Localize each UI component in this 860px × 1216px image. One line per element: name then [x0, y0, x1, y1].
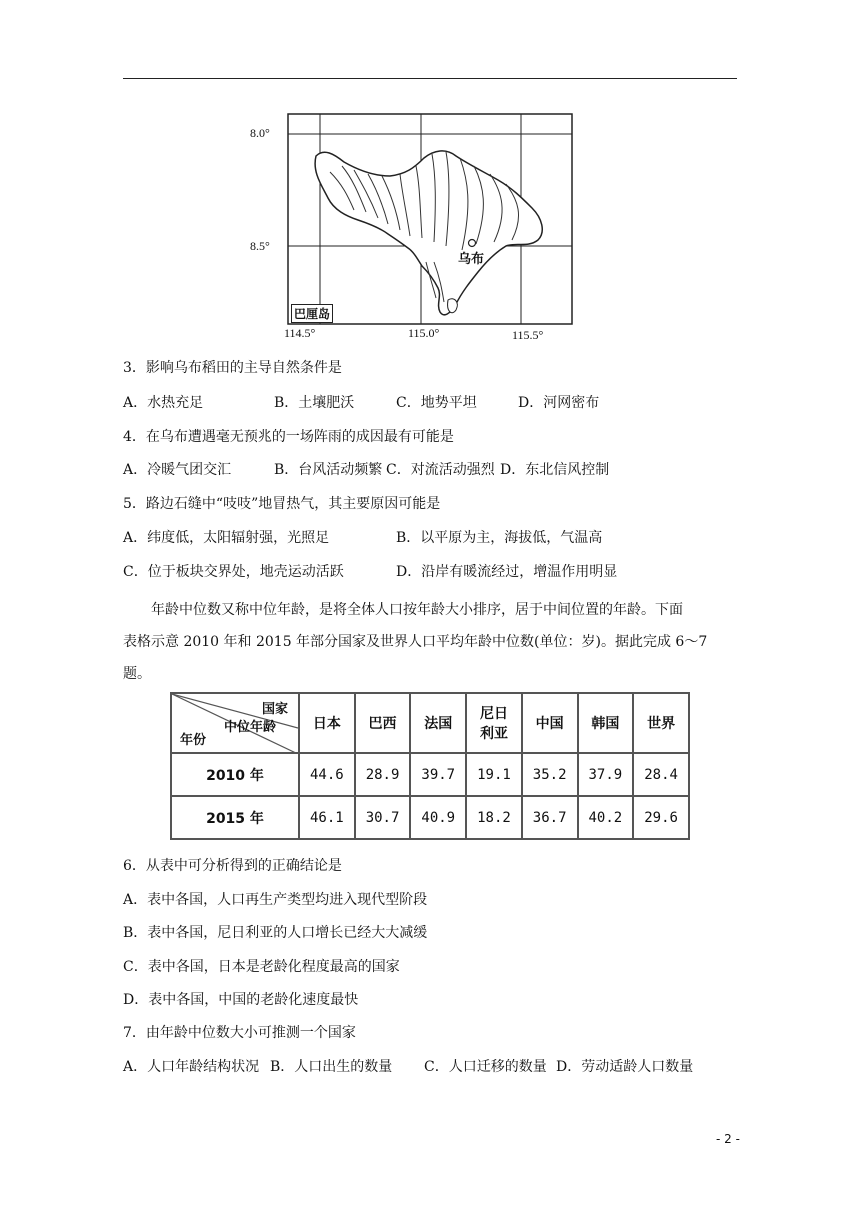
table-cell: 36.7: [522, 796, 578, 839]
q5-option-a: A．纬度低，太阳辐射强，光照足: [123, 530, 330, 546]
table-cell: 18.2: [466, 796, 522, 839]
table-cell: 37.9: [578, 753, 634, 796]
question-3: [123, 358, 342, 378]
q4-option-b: B．台风活动频繁: [274, 462, 383, 478]
q6-option-d: D．表中各国，中国的老龄化速度最快: [123, 992, 359, 1008]
passage-line: 年龄中位数又称中位年龄，是将全体人口按年龄大小排序，居于中间位置的年龄。下面: [151, 602, 683, 618]
q6-option-c: C．表中各国，日本是老龄化程度最高的国家: [123, 959, 400, 975]
lon-label-114-5: 114.5°: [284, 326, 316, 340]
table-cell: 28.4: [633, 753, 689, 796]
q5-option-b: B．以平原为主，海拔低，气温高: [396, 530, 603, 546]
lat-label-8-0: 8.0°: [250, 126, 270, 140]
island-label: 巴厘岛: [291, 304, 333, 323]
row-header: 2015 年: [171, 796, 299, 839]
column-header-line: 利亚: [479, 726, 508, 742]
table-cell: 39.7: [410, 753, 466, 796]
question-number: 5．: [123, 496, 146, 512]
page-number: - 2 -: [716, 1132, 740, 1146]
q7-option-a: A．人口年龄结构状况: [123, 1059, 260, 1075]
passage-line: 题。: [123, 666, 151, 682]
column-header: 中国: [522, 693, 578, 753]
corner-label-country: 国家: [261, 702, 288, 717]
q7-option-b: B．人口出生的数量: [270, 1059, 393, 1075]
q6-option-a: A．表中各国，人口再生产类型均进入现代型阶段: [123, 892, 428, 908]
question-6: 6．从表中可分析得到的正确结论是: [123, 858, 342, 874]
table-cell: 35.2: [522, 753, 578, 796]
column-header: 世界: [633, 693, 689, 753]
question-number: 3．: [123, 360, 146, 376]
q5-option-c: C．位于板块交界处，地壳运动活跃: [123, 564, 344, 580]
table-cell: 19.1: [466, 753, 522, 796]
corner-label-median: 中位年龄: [223, 720, 276, 735]
table-cell: 40.9: [410, 796, 466, 839]
table-cell: 40.2: [578, 796, 634, 839]
q7-option-d: D．劳动适龄人口数量: [556, 1059, 694, 1075]
passage-line: 表格示意 2010 年和 2015 年部分国家及世界人口平均年龄中位数(单位：岁)。据此完成 6～7: [123, 634, 708, 650]
q3-option-a: A．水热充足: [123, 395, 204, 411]
question-4: [123, 427, 454, 447]
table-cell: 46.1: [299, 796, 355, 839]
question-5: [123, 494, 440, 514]
column-header: 巴西: [355, 693, 411, 753]
q4-option-a: A．冷暖气团交汇: [123, 462, 232, 478]
question-text: 路边石缝中“吱吱”地冒热气，其主要原因可能是: [145, 496, 441, 512]
lat-label-8-5: 8.5°: [250, 239, 270, 253]
table-row: [171, 796, 689, 839]
question-7: 7．由年龄中位数大小可推测一个国家: [123, 1025, 356, 1041]
q7-option-c: C．人口迁移的数量: [424, 1059, 547, 1075]
column-header-line: 尼日: [479, 706, 508, 722]
q6-option-b: B．表中各国，尼日利亚的人口增长已经大大减缓: [123, 925, 428, 941]
table-row: [171, 753, 689, 796]
column-header: 法国: [410, 693, 466, 753]
table-cell: 44.6: [299, 753, 355, 796]
table-cell: 29.6: [633, 796, 689, 839]
lon-label-115-0: 115.0°: [408, 326, 440, 340]
q3-option-d: D．河网密布: [518, 395, 600, 411]
table-cell: 30.7: [355, 796, 411, 839]
q4-option-c: C．对流活动强烈: [386, 462, 495, 478]
header-rule: [123, 78, 737, 79]
question-text: 在乌布遭遇毫无预兆的一场阵雨的成因最有可能是: [145, 429, 454, 445]
q3-option-c: C．地势平坦: [396, 395, 477, 411]
column-header: 韩国: [578, 693, 634, 753]
column-header: [466, 693, 522, 753]
lon-label-115-5: 115.5°: [512, 328, 544, 342]
q4-option-d: D．东北信风控制: [500, 462, 610, 478]
ubud-marker: [469, 240, 476, 247]
median-age-table: [170, 692, 690, 840]
table-corner-cell: [171, 693, 299, 753]
table-cell: 28.9: [355, 753, 411, 796]
passage: [123, 594, 737, 690]
corner-label-year: 年份: [180, 733, 207, 748]
q3-option-b: B．土壤肥沃: [274, 395, 355, 411]
question-number: 4．: [123, 429, 146, 445]
q5-option-d: D．沿岸有暖流经过，增温作用明显: [396, 564, 618, 580]
town-label: 乌布: [458, 252, 485, 267]
column-header: 日本: [299, 693, 355, 753]
row-header: 2010 年: [171, 753, 299, 796]
question-text: 影响乌布稻田的主导自然条件是: [145, 360, 342, 376]
bali-map: [250, 112, 580, 344]
